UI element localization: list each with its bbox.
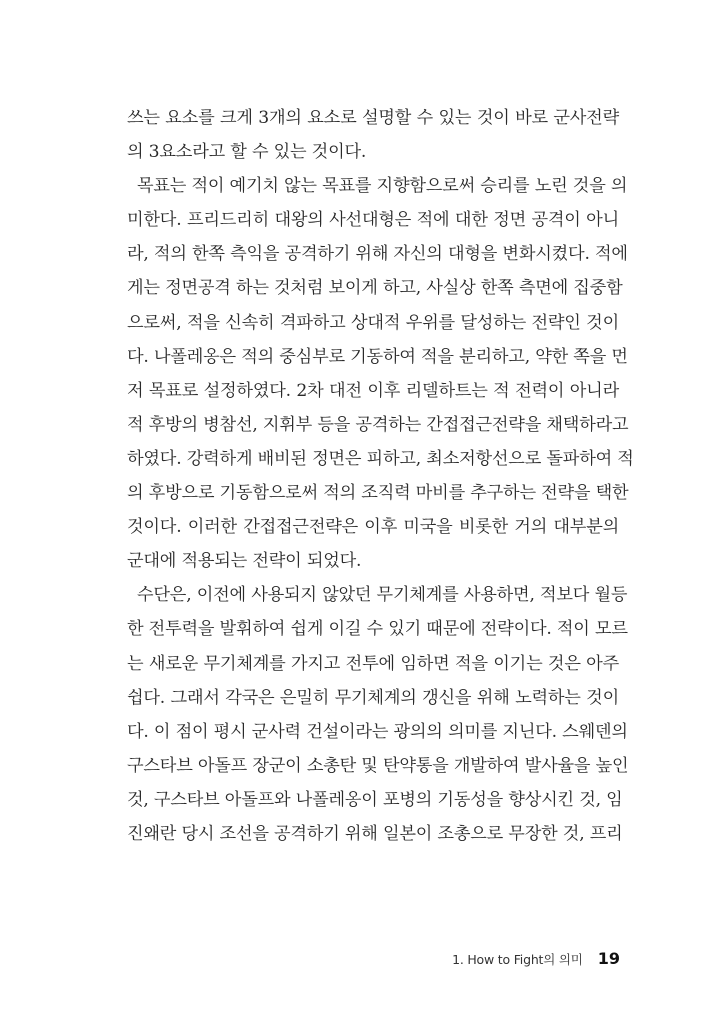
text-line: 구스타브 아돌프 장군이 소총탄 및 탄약통을 개발하여 발사율을 높인 <box>127 755 629 776</box>
text-line: 것, 구스타브 아돌프와 나폴레옹이 포병의 기동성을 향상시킨 것, 임 <box>127 789 623 810</box>
page-number: 19 <box>597 949 620 968</box>
text-line: 쉽다. 그래서 각국은 은밀히 무기체계의 갱신을 위해 노력하는 것이 <box>127 687 619 708</box>
text-line: 쓰는 요소를 크게 3개의 요소로 설명할 수 있는 것이 바로 군사전략 <box>127 108 619 128</box>
text-line: 의 3요소라고 할 수 있는 것이다. <box>127 142 367 163</box>
text-line: 다. 나폴레옹은 적의 중심부로 기동하여 적을 분리하고, 약한 쪽을 먼 <box>127 346 628 367</box>
text-line: 의 후방으로 기동함으로써 적의 조직력 마비를 추구하는 전략을 택한 <box>127 483 629 504</box>
text-line: 것이다. 이러한 간접접근전략은 이후 미국을 비롯한 거의 대부분의 <box>127 517 619 538</box>
text-line: 다. 이 점이 평시 군사력 건설이라는 광의의 의미를 지닌다. 스웨덴의 <box>127 721 628 742</box>
body-text <box>127 101 634 851</box>
text-line: 으로써, 적을 신속히 격파하고 상대적 우위를 달성하는 전략인 것이 <box>127 312 619 333</box>
page-footer <box>0 948 620 968</box>
text-line: 한 전투력을 발휘하여 쉽게 이길 수 있기 때문에 전략이다. 적이 모르 <box>127 619 628 640</box>
text-line: 미한다. 프리드리히 대왕의 사선대형은 적에 대한 정면 공격이 아니 <box>127 210 619 231</box>
text-line: 라, 적의 한쪽 측익을 공격하기 위해 자신의 대형을 변화시켰다. 적에 <box>127 244 628 265</box>
text-line: 진왜란 당시 조선을 공격하기 위해 일본이 조총으로 무장한 것, 프리 <box>127 823 623 844</box>
text-line: 하였다. 강력하게 배비된 정면은 피하고, 최소저항선으로 돌파하여 적 <box>127 448 634 469</box>
text-line: 저 목표로 설정하였다. 2차 대전 이후 리델하트는 적 전력이 아니라 <box>127 380 619 401</box>
text-line: 적 후방의 병참선, 지휘부 등을 공격하는 간접접근전략을 채택하라고 <box>127 414 629 435</box>
running-title: 1. How to Fight의 의미 <box>452 951 583 967</box>
text-line: 군대에 적용되는 전략이 되었다. <box>127 551 362 572</box>
text-line: 는 새로운 무기체계를 가지고 전투에 임하면 적을 이기는 것은 아주 <box>127 653 619 674</box>
text-line: 게는 정면공격 하는 것처럼 보이게 하고, 사실상 한쪽 측면에 집중함 <box>127 278 623 299</box>
text-line: 수단은, 이전에 사용되지 않았던 무기체계를 사용하면, 적보다 월등 <box>137 585 628 606</box>
text-line: 목표는 적이 예기치 않는 목표를 지향함으로써 승리를 노린 것을 의 <box>137 176 628 197</box>
